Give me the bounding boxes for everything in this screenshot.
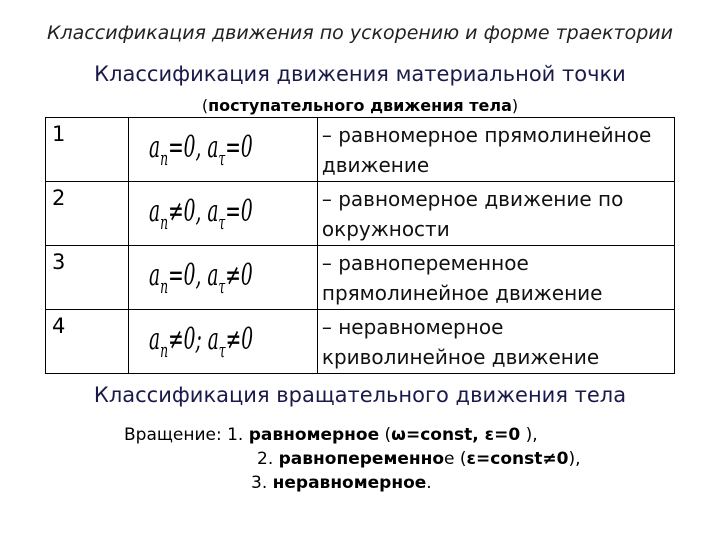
formula: $a_n\ne 0$, $a_\tau=0$ <box>149 193 253 234</box>
section-heading-point-motion: Классификация движения материальной точки <box>94 62 626 86</box>
acceleration-condition <box>129 118 318 182</box>
motion-description: – равномерное прямолинейное движение <box>317 118 674 182</box>
rotation-item: Вращение: 1. равномерное (ω=const, ε=0 ), <box>124 425 538 445</box>
section-subheading <box>0 96 720 115</box>
subheading-text: поступательного движения тела <box>208 96 512 115</box>
formula: $a_n\ne 0$; $a_\tau\ne 0$ <box>149 321 254 362</box>
table-row <box>46 246 675 310</box>
row-number: 2 <box>46 182 129 246</box>
slide-title: Классификация движения по ускорению и форме траектории <box>47 22 673 44</box>
section-heading-rotation: Классификация вращательного движения тела <box>93 383 627 407</box>
motion-description: – равнопеременное прямолинейное движение <box>317 246 674 310</box>
paren-open: ( <box>201 96 209 115</box>
row-number: 4 <box>46 310 129 374</box>
acceleration-condition <box>129 182 318 246</box>
table-row <box>46 182 675 246</box>
motion-description: – равномерное движение по окружности <box>317 182 674 246</box>
classification-table <box>45 117 675 374</box>
motion-description: – неравномерное криволинейное движение <box>317 310 674 374</box>
paren-close: ) <box>511 96 519 115</box>
acceleration-condition <box>129 310 318 374</box>
rotation-item: 2. равнопеременное (ε=const≠0), <box>257 449 581 469</box>
formula: $a_n=0$, $a_\tau=0$ <box>149 129 253 170</box>
row-number: 1 <box>46 118 129 182</box>
formula: $a_n=0$, $a_\tau\ne 0$ <box>149 257 253 298</box>
row-number: 3 <box>46 246 129 310</box>
rotation-list <box>124 423 580 495</box>
rotation-item: 3. неравномерное. <box>251 473 432 493</box>
table-row <box>46 310 675 374</box>
acceleration-condition <box>129 246 318 310</box>
table-row <box>46 118 675 182</box>
rotation-label: Вращение: <box>124 425 222 445</box>
